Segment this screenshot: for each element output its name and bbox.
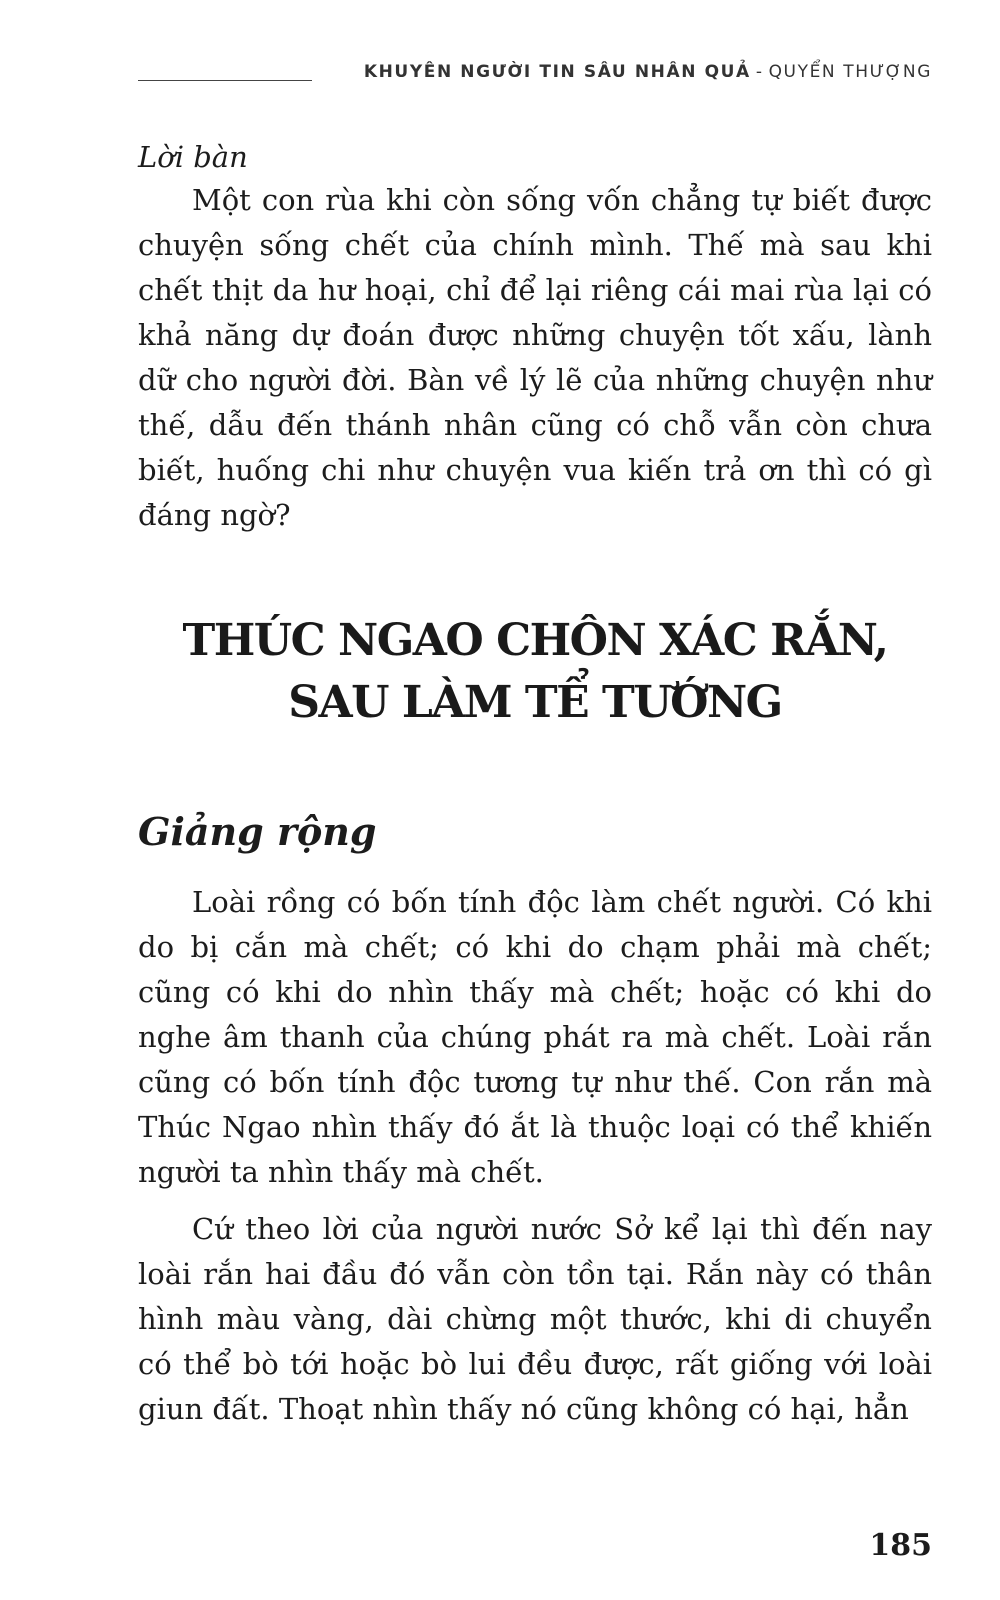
- header-rule: [138, 80, 312, 81]
- story-title: [138, 610, 932, 734]
- explanation-paragraph-1: Loài rồng có bốn tính độc làm chết người. Có khi do bị cắn mà chết; có khi do chạm phải mà chết; cũng có khi do nhìn thấy mà chết; hoặc có khi do nghe âm thanh của chúng phát ra mà chết. Loài rắn cũng có bốn tính độc tương tự như thế. Con rắn mà Thúc Ngao nhìn thấy đó ắt là thuộc loại có thể khiến người ta nhìn thấy mà chết.: [138, 885, 932, 1189]
- explanation-heading: Giảng rộng: [138, 809, 377, 854]
- page-number: 185: [869, 1528, 932, 1563]
- running-header: [138, 62, 932, 86]
- header-title: [364, 62, 932, 82]
- story-title-line-2: SAU LÀM TỂ TƯỚNG: [288, 677, 782, 728]
- volume-label: QUYỂN THƯỢNG: [768, 62, 932, 82]
- page-content: [138, 136, 932, 1432]
- explanation-paragraph-2: Cứ theo lời của người nước Sở kể lại thì đến nay loài rắn hai đầu đó vẫn còn tồn tại. Rắn này có thân hình màu vàng, dài chừng một thước, khi di chuyển có thể bò tới hoặc bò lui đều được, rất giống với loài giun đất. Thoạt nhìn thấy nó cũng không có hại, hẳn: [138, 1212, 932, 1426]
- book-title: KHUYÊN NGƯỜI TIN SÂU NHÂN QUẢ: [363, 62, 751, 82]
- header-separator: -: [755, 62, 764, 82]
- commentary-paragraph: Một con rùa khi còn sống vốn chẳng tự biết được chuyện sống chết của chính mình. Thế mà sau khi chết thịt da hư hoại, chỉ để lại riêng cái mai rùa lại có khả năng dự đoán được những chuyện tốt xấu, lành dữ cho người đời. Bàn về lý lẽ của những chuyện như thế, dẫu đến thánh nhân cũng có chỗ vẫn còn chưa biết, huống chi như chuyện vua kiến trả ơn thì có gì đáng ngờ?: [138, 183, 932, 532]
- story-title-line-1: THÚC NGAO CHÔN XÁC RẮN,: [182, 615, 888, 666]
- commentary-heading: Lời bàn: [138, 140, 248, 174]
